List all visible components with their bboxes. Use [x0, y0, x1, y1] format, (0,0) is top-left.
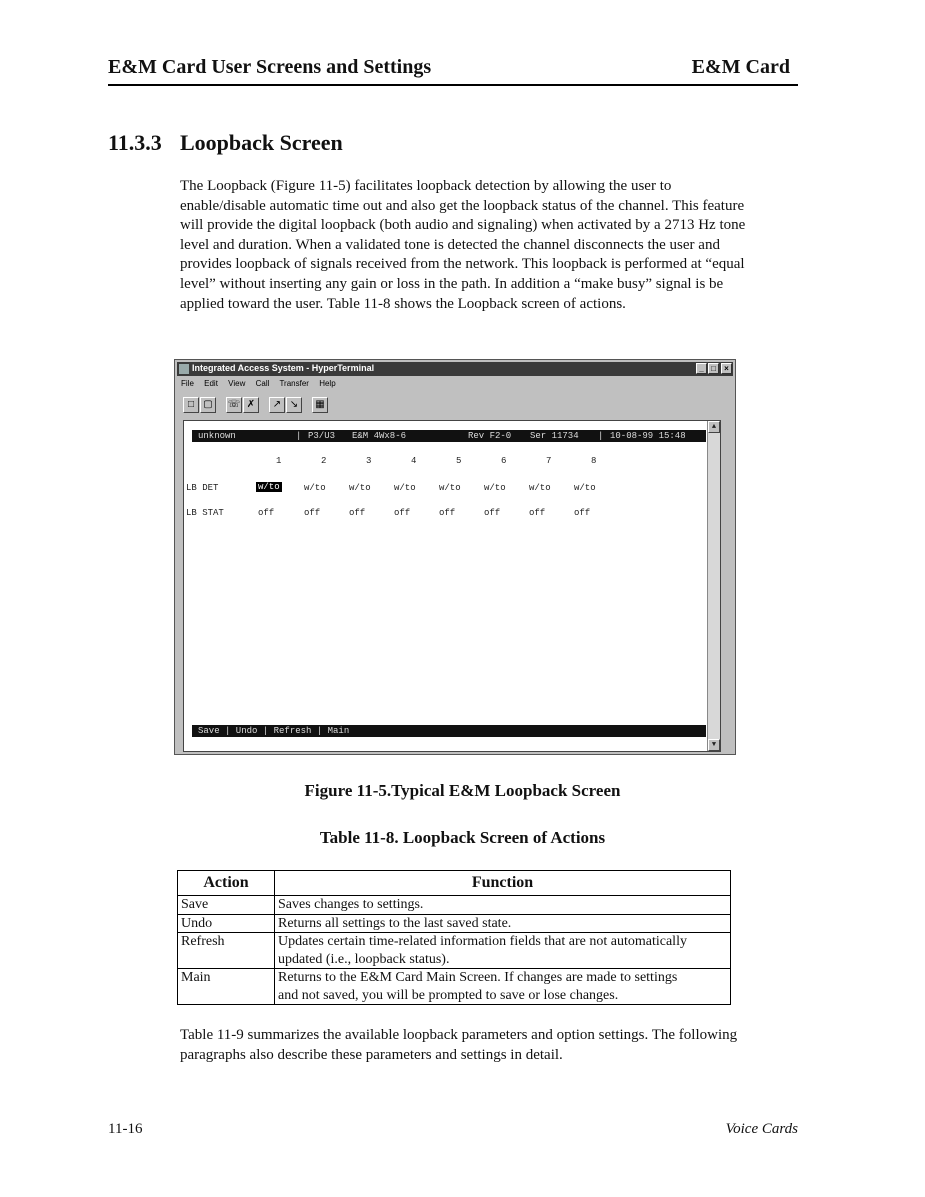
header-title: E&M Card User Screens and Settings: [108, 56, 432, 78]
table-row: [178, 914, 731, 933]
terminal-status-bar: [192, 430, 706, 442]
lb-stat-value: off: [484, 508, 501, 518]
terminal-screen[interactable]: [183, 420, 721, 752]
actions-table: [177, 870, 731, 1005]
new-file-icon[interactable]: □: [183, 397, 199, 413]
function-cell: [275, 914, 731, 933]
table-header-row: [178, 871, 731, 896]
action-menu-text[interactable]: Save | Undo | Refresh | Main: [198, 726, 350, 736]
intro-line: level and duration. When a validated tone is detected the channel disconnects the user and: [180, 236, 720, 253]
hyperterminal-icon: [179, 364, 189, 374]
lb-det-value[interactable]: w/to: [394, 483, 416, 493]
footer-section: Voice Cards: [725, 1121, 798, 1137]
minimize-button[interactable]: _: [696, 363, 707, 374]
lb-stat-value: off: [439, 508, 456, 518]
menu-transfer[interactable]: Transfer: [279, 379, 309, 388]
column-header-function: Function: [275, 871, 731, 896]
function-line: and not saved, you will be prompted to save or lose changes.: [278, 987, 619, 1003]
status-serial: Ser 11734: [530, 431, 579, 441]
function-line: updated (i.e., loopback status).: [278, 951, 450, 967]
summary-paragraph: [180, 1025, 800, 1065]
menu-view[interactable]: View: [228, 379, 246, 388]
intro-paragraph: [180, 177, 800, 314]
function-line: Updates certain time-related information fields that are not automatically: [278, 934, 687, 949]
function-cell: [275, 969, 731, 1005]
properties-icon[interactable]: ▦: [312, 397, 328, 413]
lb-det-value[interactable]: w/to: [349, 483, 371, 493]
lb-det-label: LB DET: [186, 483, 219, 493]
disconnect-icon[interactable]: ✗: [243, 397, 259, 413]
lb-det-value[interactable]: w/to: [439, 483, 461, 493]
menu-file[interactable]: File: [181, 379, 194, 388]
lb-stat-value: off: [258, 508, 275, 518]
scroll-down-icon[interactable]: ▼: [708, 739, 720, 751]
channel-number: 7: [546, 456, 552, 466]
column-header-action: Action: [178, 871, 275, 896]
lb-det-value[interactable]: w/to: [258, 482, 280, 492]
page-number: 11-16: [108, 1121, 143, 1137]
receive-icon[interactable]: ↘: [286, 397, 302, 413]
channel-number: 6: [501, 456, 507, 466]
lb-stat-value: off: [304, 508, 321, 518]
lb-stat-label: LB STAT: [186, 508, 224, 518]
table-row: [178, 896, 731, 915]
status-separator: |: [598, 431, 604, 441]
function-line: Saves changes to settings.: [278, 897, 424, 912]
intro-line: enable/disable automatic time out and also get the loopback status of the channel. This feature: [180, 197, 745, 214]
action-cell: Save: [178, 896, 275, 915]
lb-det-value[interactable]: w/to: [529, 483, 551, 493]
status-datetime: 10-08-99 15:48: [610, 431, 686, 441]
table-row: [178, 933, 731, 969]
summary-line: Table 11-9 summarizes the available loopback parameters and option settings. The following: [180, 1027, 738, 1043]
function-line: Returns to the E&M Card Main Screen. If changes are made to settings: [278, 970, 678, 985]
open-folder-icon[interactable]: ▢: [200, 397, 216, 413]
function-cell: [275, 896, 731, 915]
table-caption: Table 11-8. Loopback Screen of Actions: [319, 828, 606, 847]
hyperterminal-window: [174, 359, 736, 755]
lb-stat-value: off: [349, 508, 366, 518]
action-cell: Main: [178, 969, 275, 1005]
intro-line: level” without inserting any gain or loss in the path. In addition a “make busy” signal is be: [180, 275, 724, 292]
vertical-scrollbar[interactable]: [707, 421, 720, 751]
phone-icon[interactable]: ☏: [226, 397, 242, 413]
channel-number: 8: [591, 456, 597, 466]
table-row: [178, 969, 731, 1005]
summary-line: paragraphs also describe these parameters and settings in detail.: [180, 1047, 563, 1063]
lb-stat-value: off: [394, 508, 411, 518]
section-heading: [108, 130, 343, 156]
intro-line: The Loopback (Figure 11-5) facilitates loopback detection by allowing the user to: [180, 178, 672, 194]
window-titlebar: [177, 362, 733, 376]
lb-det-value[interactable]: w/to: [574, 483, 596, 493]
function-line: Returns all settings to the last saved state.: [278, 915, 512, 931]
lb-stat-value: off: [574, 508, 591, 518]
status-rev: Rev F2-0: [468, 431, 512, 441]
scroll-up-icon[interactable]: ▲: [708, 421, 720, 433]
function-cell: [275, 933, 731, 969]
channel-number: 2: [321, 456, 327, 466]
intro-line: provides loopback of signals received from the network. This loopback is performed at “equal: [180, 256, 745, 273]
menu-edit[interactable]: Edit: [204, 379, 218, 388]
send-icon[interactable]: ↗: [269, 397, 285, 413]
channel-number: 1: [276, 456, 282, 466]
section-title: Loopback Screen: [180, 130, 343, 155]
channel-number: 3: [366, 456, 372, 466]
status-separator: |: [296, 431, 302, 441]
action-cell: Refresh: [178, 933, 275, 969]
menu-bar: [181, 379, 344, 388]
terminal-action-bar[interactable]: [192, 725, 706, 737]
channel-number: 4: [411, 456, 417, 466]
lb-det-value[interactable]: w/to: [484, 483, 506, 493]
figure-caption: Figure 11-5.Typical E&M Loopback Screen: [304, 781, 621, 800]
intro-line: applied toward the user. Table 11-8 shows the Loopback screen of actions.: [180, 295, 626, 312]
status-slot: P3/U3: [308, 431, 336, 441]
close-button[interactable]: ×: [721, 363, 732, 374]
section-number: 11.3.3: [108, 130, 162, 155]
maximize-button[interactable]: □: [708, 363, 719, 374]
lb-stat-value: off: [529, 508, 546, 518]
running-header: [108, 54, 798, 86]
channel-number: 5: [456, 456, 462, 466]
intro-line: will provide the digital loopback (both audio and signaling) when activated by a 2713 Hz tone: [180, 217, 746, 234]
lb-det-value[interactable]: w/to: [304, 483, 326, 493]
menu-call[interactable]: Call: [255, 379, 270, 388]
status-card: E&M 4Wx8-6: [352, 431, 407, 441]
window-title: Integrated Access System - HyperTerminal: [192, 363, 375, 373]
menu-help[interactable]: Help: [319, 379, 336, 388]
status-location: unknown: [198, 431, 236, 441]
header-chapter: E&M Card: [691, 56, 790, 78]
action-cell: Undo: [178, 914, 275, 933]
